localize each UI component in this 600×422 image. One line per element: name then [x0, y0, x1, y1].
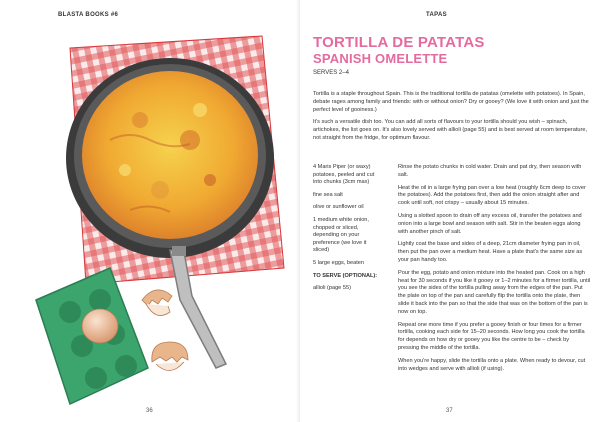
- intro-paragraph: It's such a versatile dish too. You can add all sorts of flavours to your tortilla should you wish – spinach, artichokes, the list goes on. It's also lovely served with allioli (page 55) and is best served at room temperature, not straight from the fridge, for optimum flavour.: [313, 119, 588, 141]
- intro-paragraph: Tortilla is a staple throughout Spain. This is the traditional tortilla de patatas (omelette with potatoes). In Spain, debate rages among family and friends: with or without onion? Dry or gooey? (We love it with onion and just the perfect level of gooiness.): [313, 91, 589, 113]
- cracked-eggshell: [152, 342, 188, 371]
- right-running-head: TAPAS: [426, 12, 447, 18]
- method-step: Pour the egg, potato and onion mixture into the heated pan. Cook on a high heat for 30 seconds if you like it gooey or 1–2 minutes for a firmer tortilla, until you see the sides of the tortilla pulling away from the edges of the pan. Put the plate on top of the pan and carefully flip the tortilla onto the plate, then slide it back into the pan so that the side that was on the bottom of the pan is now on top.: [398, 269, 591, 315]
- method-step: Using a slotted spoon to drain off any excess oil, transfer the potatoes and onion into a large bowl and season with salt. Stir in the beaten eggs along with another pinch of salt.: [398, 212, 582, 235]
- ingredient-item: fine sea salt: [313, 191, 343, 198]
- method-step: Heat the oil in a large frying pan over a low heat (roughly 6cm deep to cover the potatoes). Add the potatoes first, then add the onion straight after and cook until soft, not crispy – usually about 15 minutes.: [398, 184, 586, 207]
- egg: [82, 309, 118, 343]
- method-step: Rinse the potato chunks in cold water. Drain and pat dry, then season with salt.: [398, 164, 582, 178]
- cracked-eggshell: [142, 290, 172, 316]
- recipe-subtitle: SPANISH OMELETTE: [313, 51, 448, 66]
- ingredient-list: [313, 164, 383, 298]
- right-page-number: 37: [446, 408, 453, 414]
- ingredient-item: olive or sunflower oil: [313, 204, 364, 211]
- serves-note: SERVES 2–4: [313, 70, 349, 76]
- to-serve-item: allioli (page 55): [313, 285, 351, 292]
- method-steps: [398, 164, 591, 378]
- left-page-number: 36: [146, 408, 153, 414]
- tortilla: [82, 71, 258, 239]
- ingredient-item: 4 Maris Piper (or waxy) potatoes, peeled and cut into chunks (3cm max): [313, 164, 375, 186]
- method-step: When you're happy, slide the tortilla onto a plate. When ready to devour, cut into wedges and serve with allioli (if using).: [398, 357, 586, 372]
- ingredient-item: 1 medium white onion, chopped or sliced, depending on your preference (we love it sliced): [313, 216, 369, 254]
- recipe-intro: [313, 91, 591, 148]
- ingredient-item: 5 large eggs, beaten: [313, 259, 365, 266]
- to-serve-heading: TO SERVE (OPTIONAL):: [313, 272, 378, 279]
- method-step: Repeat one more time if you prefer a gooey finish or four times for a firmer tortilla, cooking each side for 15–20 seconds. How long you cook the tortilla for depends on how dry or gooey you like the centre to be – check by pressing the middle of the tortilla.: [398, 321, 585, 351]
- left-running-head: BLASTA BOOKS #6: [58, 12, 119, 18]
- method-step: Lightly coat the base and sides of a deep, 21cm diameter frying pan in oil, then put the pan over a medium heat. Have a plate that's the same size as your pan handy too.: [398, 241, 583, 263]
- recipe-title: TORTILLA DE PATATAS: [313, 34, 485, 51]
